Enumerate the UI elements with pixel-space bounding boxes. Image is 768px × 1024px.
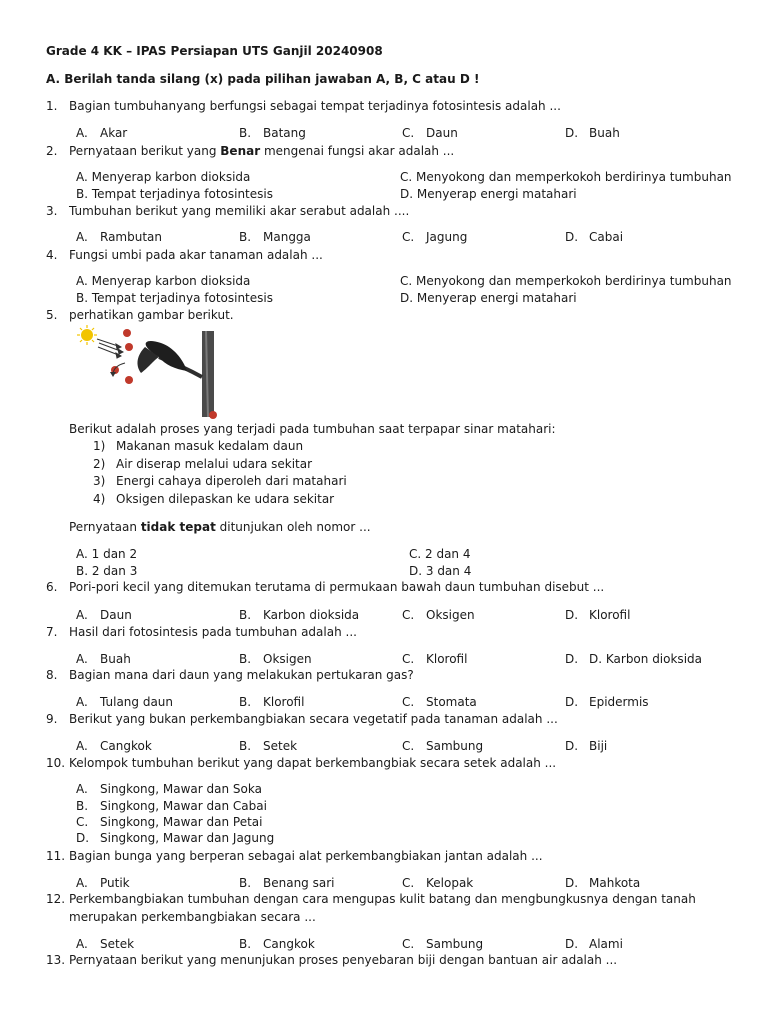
option-d: D. Mahkota [565,876,641,890]
plant-leaf-diagram [69,325,229,421]
question-text-continued: merupakan perkembangbiakan secara ... [69,910,316,924]
option-b: B. Tempat terjadinya fotosintesis [76,187,273,201]
question-number: 13. [46,953,66,967]
option-d: D. Klorofil [565,608,631,622]
question-number: 6. [46,580,58,594]
page-title: Grade 4 KK – IPAS Persiapan UTS Ganjil 20240908 [46,44,383,58]
option-c: C. Menyokong dan memperkokoh berdirinya tumbuhan [400,170,732,184]
question-number: 12. [46,892,66,906]
option-d: D. Buah [565,126,620,140]
option-a: A. Akar [76,126,128,140]
option-a: A. Cangkok [76,739,152,753]
gas-molecules [111,329,217,419]
option-a: A. Menyerap karbon dioksida [76,274,251,288]
option-d: D. Singkong, Mawar dan Jagung [76,831,275,845]
option-a: A. Tulang daun [76,695,174,709]
option-a: A. Daun [76,608,132,622]
question-text: Bagian tumbuhanyang berfungsi sebagai tempat terjadinya fotosintesis adalah ... [69,99,561,113]
question-number: 7. [46,625,58,639]
question-number: 1. [46,99,58,113]
option-d: D. Cabai [565,230,624,244]
question-text: perhatikan gambar berikut. [69,308,234,322]
option-b: B. Singkong, Mawar dan Cabai [76,799,267,813]
sun-icon [77,325,97,345]
option-a: A. Putik [76,876,130,890]
option-a: A. Singkong, Mawar dan Soka [76,782,262,796]
option-b: B. Benang sari [239,876,335,890]
option-d: D. D. Karbon dioksida [565,652,702,666]
question-intro: Berikut adalah proses yang terjadi pada tumbuhan saat terpapar sinar matahari: [69,422,556,436]
question-text: Pernyataan berikut yang menunjukan proses penyebaran biji dengan bantuan air adalah ... [69,953,618,967]
light-arrows [97,339,123,358]
question-number: 9. [46,712,58,726]
question-text: Bagian bunga yang berperan sebagai alat perkembangbiakan jantan adalah ... [69,849,543,863]
option-c: C. Daun [402,126,458,140]
question-text: Pori-pori kecil yang ditemukan terutama di permukaan bawah daun tumbuhan disebut ... [69,580,605,594]
question-text: Kelompok tumbuhan berikut yang dapat berkembangbiak secara setek adalah ... [69,756,557,770]
option-b: B. Karbon dioksida [239,608,360,622]
question-text: Hasil dari fotosintesis pada tumbuhan adalah ... [69,625,357,639]
option-b: B. Klorofil [239,695,305,709]
option-b: B. 2 dan 3 [76,564,138,578]
question-number: 2. [46,144,58,158]
option-b: B. Cangkok [239,937,315,951]
option-a: A. Menyerap karbon dioksida [76,170,251,184]
option-b: B. Oksigen [239,652,312,666]
option-b: B. Tempat terjadinya fotosintesis [76,291,273,305]
option-d: D. 3 dan 4 [409,564,472,578]
option-c: C. Singkong, Mawar dan Petai [76,815,263,829]
question-text: Bagian mana dari daun yang melakukan pertukaran gas? [69,668,414,682]
question-number: 8. [46,668,58,682]
question-text: Pernyataan berikut yang Benar mengenai fungsi akar adalah ... [69,144,455,158]
list-item: 3) Energi cahaya diperoleh dari matahari [93,474,347,488]
option-a: A. 1 dan 2 [76,547,138,561]
option-c: C. Klorofil [402,652,468,666]
option-c: C. Stomata [402,695,477,709]
list-item: 2) Air diserap melalui udara sekitar [93,457,313,471]
option-b: B. Setek [239,739,298,753]
option-d: D. Epidermis [565,695,649,709]
question-text: Perkembangbiakan tumbuhan dengan cara mengupas kulit batang dan mengbungkusnya dengan tanah [69,892,696,906]
question-text: Tumbuhan berikut yang memiliki akar serabut adalah .... [69,204,410,218]
question-statement: Pernyataan tidak tepat ditunjukan oleh nomor ... [69,520,371,534]
option-d: D. Menyerap energi matahari [400,187,577,201]
option-b: B. Mangga [239,230,311,244]
question-text: Berikut yang bukan perkembangbiakan secara vegetatif pada tanaman adalah ... [69,712,558,726]
option-d: D. Alami [565,937,623,951]
option-d: D. Menyerap energi matahari [400,291,577,305]
option-b: B. Batang [239,126,306,140]
option-c: C. Sambung [402,937,484,951]
option-d: D. Biji [565,739,608,753]
photosynthesis-illustration [69,325,229,421]
option-c: C. 2 dan 4 [409,547,471,561]
option-c: C. Oksigen [402,608,475,622]
question-number: 4. [46,248,58,262]
option-c: C. Kelopak [402,876,474,890]
option-c: C. Sambung [402,739,484,753]
question-text: Fungsi umbi pada akar tanaman adalah ... [69,248,323,262]
option-a: A. Setek [76,937,135,951]
option-c: C. Menyokong dan memperkokoh berdirinya tumbuhan [400,274,732,288]
list-item: 4) Oksigen dilepaskan ke udara sekitar [93,492,335,506]
list-item: 1) Makanan masuk kedalam daun [93,439,304,453]
section-a-instruction: A. Berilah tanda silang (x) pada pilihan jawaban A, B, C atau D ! [46,72,480,86]
question-number: 3. [46,204,58,218]
option-c: C. Jagung [402,230,468,244]
question-number: 10. [46,756,66,770]
question-number: 11. [46,849,66,863]
option-a: A. Rambutan [76,230,163,244]
option-a: A. Buah [76,652,131,666]
question-number: 5. [46,308,58,322]
